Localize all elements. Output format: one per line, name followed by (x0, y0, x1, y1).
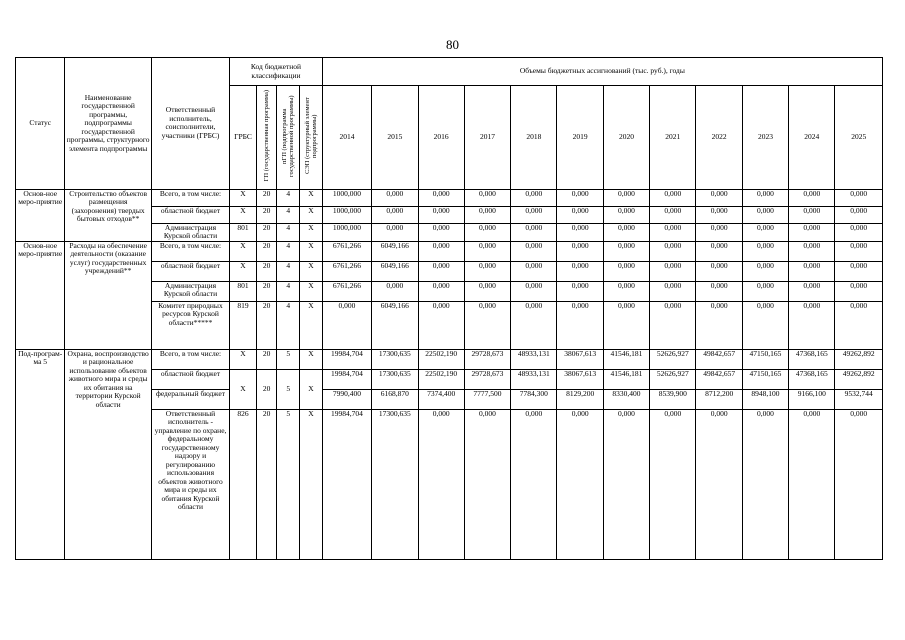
executor-cell: Администрация Курской области (151, 281, 229, 301)
value-cell: 0,000 (603, 206, 649, 223)
value-cell: 0,000 (418, 409, 464, 559)
value-cell: 0,000 (603, 241, 649, 261)
value-cell: 0,000 (511, 241, 557, 261)
value-cell: 0,000 (557, 241, 603, 261)
value-cell: 0,000 (650, 301, 696, 349)
value-cell: 0,000 (835, 241, 883, 261)
header-year: 2025 (835, 86, 883, 190)
value-cell: 0,000 (464, 409, 510, 559)
value-cell: 0,000 (464, 189, 510, 206)
value-cell: 17300,635 (372, 409, 418, 559)
code-se-cell: X (300, 206, 323, 223)
code-gp-cell: 20 (256, 189, 277, 206)
value-cell: 0,000 (603, 261, 649, 281)
value-cell: 0,000 (372, 281, 418, 301)
value-cell: 6049,166 (372, 241, 418, 261)
value-cell: 0,000 (835, 223, 883, 241)
value-cell: 1000,000 (322, 189, 371, 206)
value-cell: 0,000 (511, 281, 557, 301)
value-cell: 0,000 (464, 281, 510, 301)
header-year: 2017 (464, 86, 510, 190)
value-cell: 0,000 (603, 223, 649, 241)
value-cell: 0,000 (835, 301, 883, 349)
code-se-cell: X (300, 223, 323, 241)
value-cell: 6049,166 (372, 301, 418, 349)
code-se-cell: X (300, 301, 323, 349)
header-executor: Ответственный исполнитель, соисполнители, участники (ГРБС) (151, 58, 229, 190)
value-cell: 0,000 (418, 261, 464, 281)
code-pgp-cell: 5 (277, 409, 300, 559)
status-cell: Основ-ное меро-приятие (16, 189, 65, 241)
header-pgp-text: пГП (подпрограмма государственной программы) (281, 95, 296, 177)
executor-cell: Всего, в том числе: (151, 241, 229, 261)
value-cell: 1000,000 (322, 223, 371, 241)
code-se-cell: X (300, 261, 323, 281)
value-cell: 0,000 (789, 189, 835, 206)
code-grbs-cell: X (230, 369, 257, 409)
header-grbs: ГРБС (230, 86, 257, 190)
code-pgp-cell: 4 (277, 223, 300, 241)
value-cell: 47150,165 (742, 349, 788, 369)
value-cell: 1000,000 (322, 206, 371, 223)
value-cell: 0,000 (372, 206, 418, 223)
table-body (16, 189, 883, 559)
value-cell: 41546,181 (603, 369, 649, 389)
executor-cell: областной бюджет (151, 369, 229, 389)
page-number: 80 (446, 37, 459, 52)
code-grbs-cell: X (230, 206, 257, 223)
code-se-cell: X (300, 241, 323, 261)
value-cell: 29728,673 (464, 369, 510, 389)
value-cell: 0,000 (603, 301, 649, 349)
value-cell: 0,000 (603, 189, 649, 206)
value-cell: 0,000 (511, 409, 557, 559)
header-gp (256, 86, 277, 190)
value-cell: 17300,635 (372, 349, 418, 369)
value-cell: 0,000 (650, 223, 696, 241)
header-year: 2015 (372, 86, 418, 190)
name-cell: Расходы на обеспечение деятельности (оказание услуг) государственных учреждений** (65, 241, 151, 349)
value-cell: 0,000 (511, 261, 557, 281)
value-cell: 0,000 (464, 261, 510, 281)
value-cell: 0,000 (835, 409, 883, 559)
value-cell: 0,000 (372, 223, 418, 241)
value-cell: 0,000 (418, 189, 464, 206)
header-year: 2016 (418, 86, 464, 190)
header-status: Статус (16, 58, 65, 190)
value-cell: 0,000 (742, 206, 788, 223)
code-se-cell: X (300, 369, 323, 409)
value-cell: 47368,165 (789, 369, 835, 389)
budget-table (15, 57, 883, 560)
value-cell: 0,000 (650, 261, 696, 281)
value-cell: 8712,200 (696, 389, 742, 409)
executor-cell: Комитет природных ресурсов Курской области***** (151, 301, 229, 349)
value-cell: 8129,200 (557, 389, 603, 409)
value-cell: 0,000 (696, 281, 742, 301)
value-cell: 0,000 (742, 261, 788, 281)
code-gp-cell: 20 (256, 223, 277, 241)
status-cell: Под-програм-ма 5 (16, 349, 65, 559)
value-cell: 7784,300 (511, 389, 557, 409)
value-cell: 48933,131 (511, 369, 557, 389)
table-row (16, 241, 883, 261)
value-cell: 0,000 (650, 206, 696, 223)
value-cell: 47150,165 (742, 369, 788, 389)
header-year: 2019 (557, 86, 603, 190)
value-cell: 0,000 (742, 409, 788, 559)
value-cell: 0,000 (742, 281, 788, 301)
executor-cell: федеральный бюджет (151, 389, 229, 409)
value-cell: 0,000 (557, 223, 603, 241)
code-gp-cell: 20 (256, 261, 277, 281)
code-gp-cell: 20 (256, 369, 277, 409)
header-se (300, 86, 323, 190)
code-gp-cell: 20 (256, 206, 277, 223)
code-pgp-cell: 4 (277, 261, 300, 281)
value-cell: 0,000 (696, 241, 742, 261)
value-cell: 0,000 (696, 189, 742, 206)
value-cell: 0,000 (789, 241, 835, 261)
code-se-cell: X (300, 349, 323, 369)
value-cell: 19984,704 (322, 369, 371, 389)
value-cell: 0,000 (696, 206, 742, 223)
value-cell: 0,000 (418, 301, 464, 349)
value-cell: 0,000 (696, 301, 742, 349)
value-cell: 0,000 (696, 261, 742, 281)
table-row (16, 189, 883, 206)
code-pgp-cell: 5 (277, 369, 300, 409)
value-cell: 0,000 (418, 223, 464, 241)
table-row (16, 349, 883, 369)
value-cell: 0,000 (418, 241, 464, 261)
value-cell: 0,000 (557, 261, 603, 281)
code-grbs-cell: 801 (230, 281, 257, 301)
value-cell: 48933,131 (511, 349, 557, 369)
executor-cell: Всего, в том числе: (151, 349, 229, 369)
value-cell: 0,000 (603, 409, 649, 559)
value-cell: 49842,657 (696, 369, 742, 389)
code-grbs-cell: 819 (230, 301, 257, 349)
value-cell: 0,000 (789, 409, 835, 559)
code-grbs-cell: 826 (230, 409, 257, 559)
value-cell: 0,000 (650, 281, 696, 301)
value-cell: 0,000 (742, 189, 788, 206)
value-cell: 29728,673 (464, 349, 510, 369)
name-cell: Охрана, воспроизводство и рациональное использование объектов животного мира и среды их обитания на территории Курской области (65, 349, 151, 559)
value-cell: 0,000 (418, 206, 464, 223)
code-pgp-cell: 4 (277, 189, 300, 206)
value-cell: 0,000 (511, 189, 557, 206)
code-gp-cell: 20 (256, 409, 277, 559)
status-cell: Основ-ное меро-приятие (16, 241, 65, 349)
code-pgp-cell: 4 (277, 206, 300, 223)
header-pgp (277, 86, 300, 190)
value-cell: 9166,100 (789, 389, 835, 409)
code-grbs-cell: X (230, 241, 257, 261)
value-cell: 6049,166 (372, 261, 418, 281)
value-cell: 9532,744 (835, 389, 883, 409)
value-cell: 0,000 (789, 261, 835, 281)
value-cell: 6761,266 (322, 261, 371, 281)
value-cell: 0,000 (322, 301, 371, 349)
code-gp-cell: 20 (256, 349, 277, 369)
header-year: 2023 (742, 86, 788, 190)
value-cell: 49842,657 (696, 349, 742, 369)
value-cell: 0,000 (557, 301, 603, 349)
value-cell: 0,000 (742, 301, 788, 349)
header-name: Наименование государственной программы, подпрограммы государственной программы, структурного элемента подпрограммы (65, 58, 151, 190)
code-pgp-cell: 4 (277, 281, 300, 301)
code-pgp-cell: 5 (277, 349, 300, 369)
code-gp-cell: 20 (256, 301, 277, 349)
header-year: 2024 (789, 86, 835, 190)
value-cell: 22502,190 (418, 349, 464, 369)
code-se-cell: X (300, 189, 323, 206)
value-cell: 0,000 (372, 189, 418, 206)
value-cell: 7777,500 (464, 389, 510, 409)
value-cell: 0,000 (835, 206, 883, 223)
value-cell: 0,000 (789, 281, 835, 301)
header-year: 2020 (603, 86, 649, 190)
executor-cell: областной бюджет (151, 261, 229, 281)
code-se-cell: X (300, 281, 323, 301)
value-cell: 0,000 (511, 301, 557, 349)
value-cell: 0,000 (557, 206, 603, 223)
value-cell: 6761,266 (322, 281, 371, 301)
value-cell: 0,000 (464, 206, 510, 223)
value-cell: 49262,892 (835, 349, 883, 369)
code-pgp-cell: 4 (277, 301, 300, 349)
value-cell: 0,000 (650, 189, 696, 206)
value-cell: 0,000 (511, 223, 557, 241)
value-cell: 8948,100 (742, 389, 788, 409)
value-cell: 0,000 (835, 281, 883, 301)
value-cell: 0,000 (650, 409, 696, 559)
code-grbs-cell: X (230, 349, 257, 369)
value-cell: 19984,704 (322, 409, 371, 559)
value-cell: 38067,613 (557, 349, 603, 369)
value-cell: 6168,870 (372, 389, 418, 409)
value-cell: 38067,613 (557, 369, 603, 389)
code-se-cell: X (300, 409, 323, 559)
value-cell: 0,000 (464, 241, 510, 261)
value-cell: 8330,400 (603, 389, 649, 409)
value-cell: 7374,400 (418, 389, 464, 409)
value-cell: 0,000 (557, 409, 603, 559)
value-cell: 49262,892 (835, 369, 883, 389)
value-cell: 7990,400 (322, 389, 371, 409)
executor-cell: Администрация Курской области (151, 223, 229, 241)
value-cell: 0,000 (742, 241, 788, 261)
value-cell: 8539,900 (650, 389, 696, 409)
executor-cell: Ответственный исполнитель - управление по охране, федеральному государственному надзору и регулированию использования объектов животного мира и среды их обитания Курской области (151, 409, 229, 559)
value-cell: 0,000 (789, 206, 835, 223)
code-gp-cell: 20 (256, 241, 277, 261)
code-grbs-cell: X (230, 261, 257, 281)
code-grbs-cell: 801 (230, 223, 257, 241)
value-cell: 0,000 (696, 223, 742, 241)
value-cell: 6761,266 (322, 241, 371, 261)
value-cell: 0,000 (557, 189, 603, 206)
executor-cell: Всего, в том числе: (151, 189, 229, 206)
value-cell: 19984,704 (322, 349, 371, 369)
value-cell: 0,000 (742, 223, 788, 241)
value-cell: 0,000 (464, 301, 510, 349)
header-se-text: СЭП (структурный элемент подпрограммы) (303, 97, 318, 175)
name-cell: Строительство объектов размещения (захоронения) твердых бытовых отходов** (65, 189, 151, 241)
value-cell: 0,000 (835, 261, 883, 281)
value-cell: 52626,927 (650, 369, 696, 389)
header-gp-text: ГП (государственная программа) (263, 90, 271, 182)
value-cell: 52626,927 (650, 349, 696, 369)
value-cell: 17300,635 (372, 369, 418, 389)
header-volumes: Объемы бюджетных ассигнований (тыс. руб.), годы (322, 58, 882, 86)
value-cell: 0,000 (835, 189, 883, 206)
value-cell: 0,000 (696, 409, 742, 559)
header-year: 2022 (696, 86, 742, 190)
value-cell: 0,000 (464, 223, 510, 241)
value-cell: 0,000 (650, 241, 696, 261)
header-year: 2021 (650, 86, 696, 190)
executor-cell: областной бюджет (151, 206, 229, 223)
value-cell: 0,000 (511, 206, 557, 223)
value-cell: 22502,190 (418, 369, 464, 389)
code-grbs-cell: X (230, 189, 257, 206)
header-year: 2014 (322, 86, 371, 190)
table-header (16, 58, 883, 190)
value-cell: 47368,165 (789, 349, 835, 369)
value-cell: 0,000 (418, 281, 464, 301)
value-cell: 41546,181 (603, 349, 649, 369)
value-cell: 0,000 (557, 281, 603, 301)
value-cell: 0,000 (603, 281, 649, 301)
code-gp-cell: 20 (256, 281, 277, 301)
code-pgp-cell: 4 (277, 241, 300, 261)
value-cell: 0,000 (789, 301, 835, 349)
header-year: 2018 (511, 86, 557, 190)
value-cell: 0,000 (789, 223, 835, 241)
header-code-group: Код бюджетной классификации (230, 58, 323, 86)
